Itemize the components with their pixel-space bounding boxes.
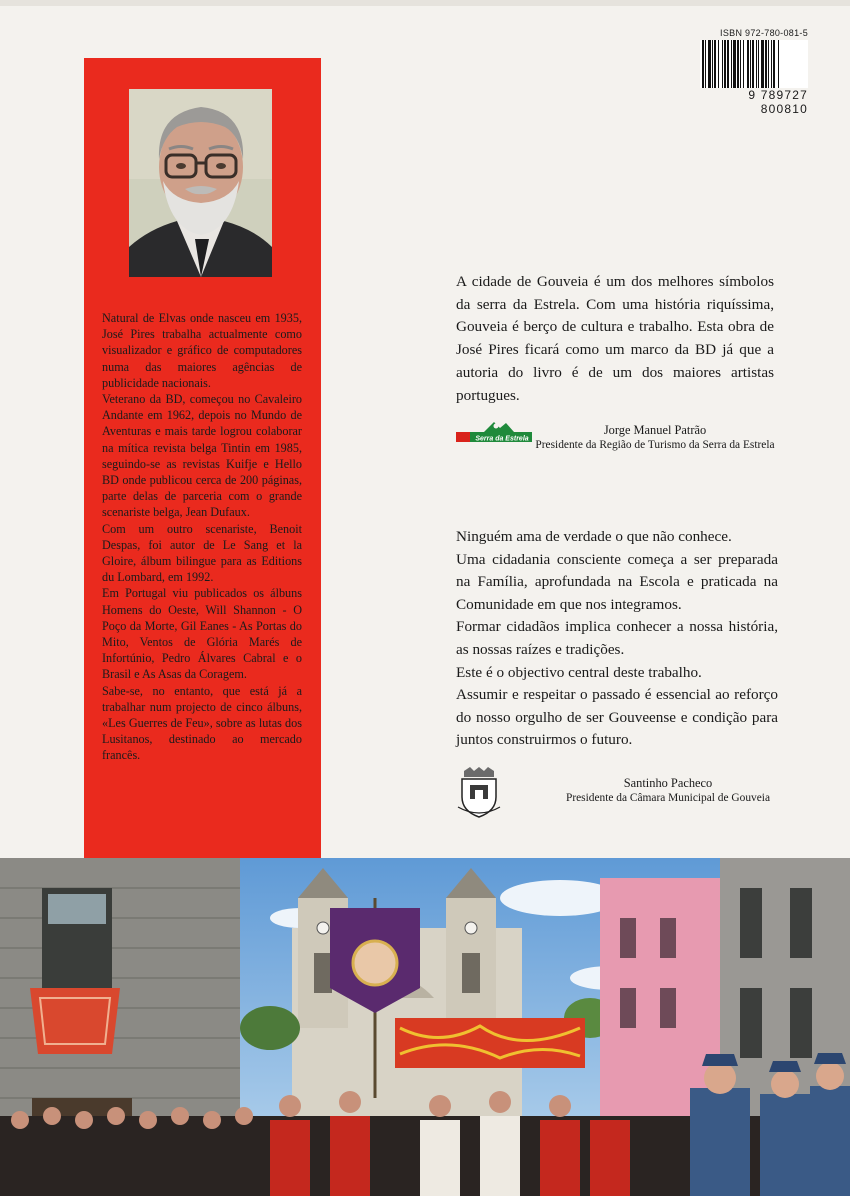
barcode-bar (773, 40, 775, 88)
signature-tourism (530, 423, 780, 453)
author-photo (129, 89, 272, 277)
barcode-icon (700, 40, 808, 88)
barcode-bar (705, 40, 706, 88)
barcode-bar (737, 40, 739, 88)
barcode-bar (778, 40, 779, 88)
bio-paragraph: Veterano da BD, começou no Cavaleiro Andante em 1962, depois no Mundo de Aventuras e mais tarde logrou colaborar na mítica revista belga Tintin em 1985, seguindo-se as revistas Kuifje e Hello BD onde publicou cerca de 200 páginas, parte delas de parceria com o grande scenariste belga, Jean Dufaux. (102, 392, 302, 520)
barcode-bar (765, 40, 767, 88)
barcode-bar (722, 40, 723, 88)
barcode-bar (758, 40, 759, 88)
signature-title: Presidente da Câmara Municipal de Gouveia (565, 792, 770, 804)
barcode-bar (724, 40, 726, 88)
procession-illustration (0, 858, 850, 1196)
barcode-bar (727, 40, 729, 88)
barcode-bar (733, 40, 736, 88)
top-edge (0, 0, 850, 6)
quote-paragraph: Uma cidadania consciente começa a ser preparada na Família, aprofundada na Escola e praticada na Comunidade em que nos integramos. (456, 550, 778, 613)
barcode-bar (743, 40, 744, 88)
barcode-bar (731, 40, 732, 88)
municipal-crest-icon (456, 767, 502, 819)
author-panel (84, 58, 321, 858)
quote-paragraph: Formar cidadãos implica conhecer a nossa história, as nossas raízes e tradições. (456, 618, 778, 658)
barcode-bar (771, 40, 772, 88)
signature-name: Santinho Pacheco (623, 776, 713, 790)
bio-paragraph: Sabe-se, no entanto, que está já a trabalhar num projecto de cinco álbuns, «Les Guerres de Feu», sobre as lutas dos Lusitanos, destinado ao mercado francês. (102, 683, 302, 763)
quote-paragraph: Assumir e respeitar o passado é essencial ao reforço do nosso orgulho de ser Gouveense e condição para juntos construirmos o futuro. (456, 686, 778, 749)
barcode-bar (702, 40, 704, 88)
quote-municipality (456, 526, 778, 752)
quote-tourism (456, 271, 774, 407)
quote-text: A cidade de Gouveia é um dos melhores símbolos da serra da Estrela. Com uma história riquíssima, Gouveia é berço de cultura e trabalho. Esta obra de José Pires ficará como um marco da BD já que a autoria do livro é de um dos maiores artistas portugues. (456, 273, 774, 404)
quote-paragraph: Ninguém ama de verdade o que não conhece. (456, 528, 732, 545)
isbn-barcode-block (700, 28, 808, 116)
barcode-bar (712, 40, 713, 88)
barcode-bar (714, 40, 716, 88)
author-bio (102, 310, 302, 764)
quote-paragraph: Este é o objectivo central deste trabalho. (456, 663, 702, 681)
barcode-bar (747, 40, 749, 88)
signature-municipality (548, 776, 788, 806)
bio-paragraph: Natural de Elvas onde nasceu em 1935, José Pires trabalha actualmente como visualizador e gráfico de computadores numa das maiores agências de publicidade nacionais. (102, 311, 302, 390)
bio-paragraph: Com um outro scenariste, Benoit Despas, foi autor de Le Sang et la Gloire, álbum bilingue para as Editions du Lombard, em 1992. (102, 521, 302, 585)
bio-paragraph: Em Portugal viu publicados os álbuns Homens do Oeste, Will Shannon - O Poço da Morte, Gil Eanes - As Portas do Mito, Ventos de Glória Marés de Infortúnio, Pedro Álvares Cabral e o Brasil e As Asas da Coragem. (102, 586, 302, 682)
signature-title: Presidente da Região de Turismo da Serra da Estrela (535, 439, 775, 451)
barcode-bar (708, 40, 711, 88)
isbn-label: ISBN 972-780-081-5 (720, 28, 808, 38)
barcode-bar (750, 40, 751, 88)
author-portrait-image (129, 89, 272, 277)
barcode-bar (761, 40, 764, 88)
isbn-number: 9 789727 800810 (748, 88, 808, 116)
barcode-bar (756, 40, 757, 88)
barcode-bar (718, 40, 719, 88)
logo-text: Serra da Estrela (475, 435, 529, 443)
barcode-bar (740, 40, 741, 88)
barcode-bar (752, 40, 754, 88)
barcode-bar (768, 40, 769, 88)
serra-da-estrela-logo-icon (456, 420, 532, 444)
signature-name: Jorge Manuel Patrão (603, 423, 707, 437)
